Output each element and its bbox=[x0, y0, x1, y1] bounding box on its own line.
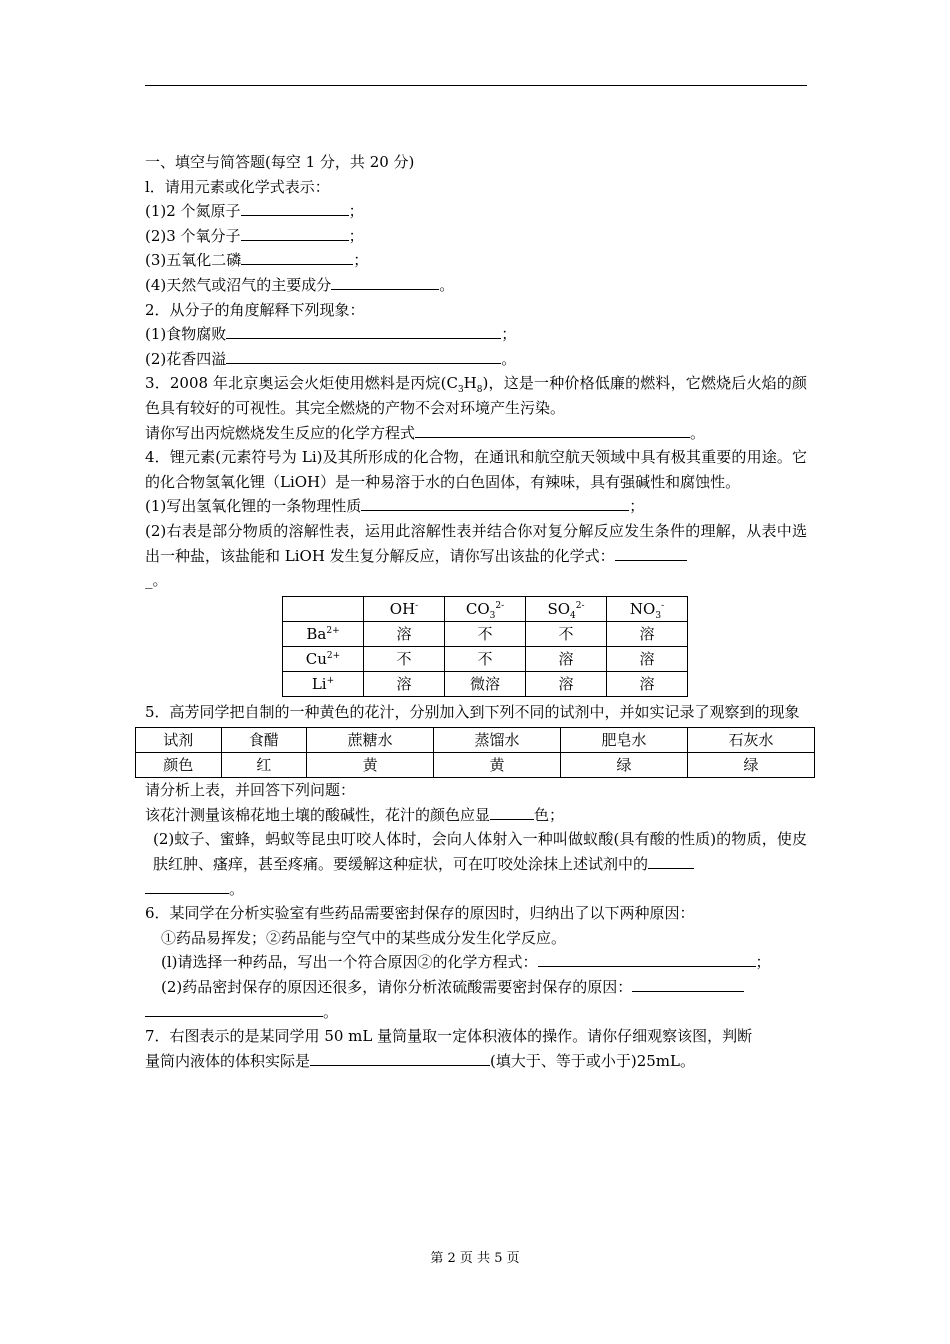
answer-blank[interactable] bbox=[538, 950, 756, 967]
table-header-cell: $CO_3^{2-}$ bbox=[445, 596, 526, 621]
q6-sub-1 bbox=[145, 950, 807, 975]
answer-blank[interactable] bbox=[632, 975, 744, 992]
q2-stem: 2．从分子的角度解释下列现象： bbox=[145, 300, 365, 319]
q5-part-2-cont bbox=[145, 877, 807, 902]
q5-part-2 bbox=[145, 827, 807, 876]
q2-item-1-end: ； bbox=[501, 325, 517, 344]
q3-ask bbox=[145, 421, 807, 446]
q6-sub-2-label: (2)药品密封保存的原因还很多，请你分析浓硫酸需要密封保存的原因： bbox=[161, 978, 633, 997]
q1-item-3 bbox=[145, 248, 807, 273]
q1-item-1 bbox=[145, 199, 807, 224]
q1-item-3-end: ； bbox=[353, 251, 369, 270]
table-header-cell: $SO_4^{2-}$ bbox=[526, 596, 607, 621]
table-cell: 黄 bbox=[307, 753, 434, 778]
q6-sub-2 bbox=[145, 975, 807, 1000]
q7-line-2-end: (填大于、等于或小于)25mL。 bbox=[490, 1051, 695, 1070]
q6-reasons: ①药品易挥发；②药品能与空气中的某些成分发生化学反应。 bbox=[161, 928, 567, 947]
q6-stem: 6．某同学在分析实验室有些药品需要密封保存的原因时，归纳出了以下两种原因： bbox=[145, 904, 695, 923]
table-row bbox=[136, 728, 815, 753]
answer-blank[interactable] bbox=[241, 199, 349, 216]
q5-part-1-end: 色； bbox=[534, 805, 565, 824]
q1-item-4-end: 。 bbox=[439, 275, 455, 294]
table-row bbox=[283, 596, 688, 621]
q2-item-2 bbox=[145, 347, 807, 372]
q4-stem: 4．锂元素(元素符号为 Li)及其所形成的化合物，在通讯和航空航天领域中具有极其重要的用途。它的化合物氢氧化锂（LiOH）是一种易溶于水的白色固体，有辣味，具有强碱性和腐蚀性。 bbox=[145, 448, 807, 491]
table-cell: 颜色 bbox=[136, 753, 222, 778]
q4-sub-2 bbox=[145, 519, 807, 568]
q7-line-2 bbox=[145, 1049, 807, 1074]
table-cell: 不 bbox=[526, 621, 607, 646]
table-cell: 溶 bbox=[607, 671, 688, 696]
q4-sub-1-end: ； bbox=[629, 497, 645, 516]
table-cell: 绿 bbox=[561, 753, 688, 778]
q6-sub-2-end: 。 bbox=[323, 1002, 339, 1021]
table-cell: 试剂 bbox=[136, 728, 222, 753]
q1-item-2-label: (2)3 个氧分子 bbox=[145, 226, 241, 245]
table-row bbox=[283, 671, 688, 696]
q6-sub-1-end: ； bbox=[755, 953, 771, 972]
q5-part-2-end: 。 bbox=[229, 879, 245, 898]
q3-ask-label: 请你写出丙烷燃烧发生反应的化学方程式 bbox=[145, 423, 416, 442]
table-cell: 不 bbox=[445, 621, 526, 646]
q3-sub-1: 3 bbox=[457, 385, 464, 396]
q2-item-1-label: (1)食物腐败 bbox=[145, 325, 227, 344]
color-table bbox=[135, 727, 815, 778]
q6-sub-1-label: (l)请选择一种药品，写出一个符合原因②的化学方程式： bbox=[161, 953, 538, 972]
answer-blank[interactable] bbox=[490, 803, 534, 820]
table-header-cell: OH- bbox=[364, 596, 445, 621]
q1-item-2 bbox=[145, 224, 807, 249]
q4-sub-2-cont: _。 bbox=[145, 571, 168, 590]
q3-text-c: )，这是一种价格低廉的燃料，它燃烧后火焰的颜色具有较好的可视性。其完全燃烧的产物不会对环境产生污染。 bbox=[145, 374, 807, 417]
q5-part-1 bbox=[145, 803, 807, 828]
answer-blank[interactable] bbox=[145, 1000, 323, 1017]
answer-blank[interactable] bbox=[310, 1049, 490, 1066]
table-cell: 不 bbox=[445, 646, 526, 671]
q1-stem: l．请用元素或化学式表示： bbox=[145, 177, 330, 196]
table-cell: 微溶 bbox=[445, 671, 526, 696]
table-cell: 溶 bbox=[607, 646, 688, 671]
table-cell: 肥皂水 bbox=[561, 728, 688, 753]
answer-blank[interactable] bbox=[241, 224, 349, 241]
q1-item-1-end: ； bbox=[348, 202, 364, 221]
q2-item-2-label: (2)花香四溢 bbox=[145, 349, 227, 368]
q7-line-1: 7．右图表示的是某同学用 50 mL 量筒量取一定体积液体的操作。请你仔细观察该图，判断 bbox=[145, 1027, 753, 1046]
section-title: 一、填空与简答题(每空 1 分，共 20 分) bbox=[145, 153, 415, 171]
table-header-cell: $NO_3^-$ bbox=[607, 596, 688, 621]
answer-blank[interactable] bbox=[615, 544, 687, 561]
q5-part-1-label: 该花汁测量该棉花地土壤的酸碱性，花汁的颜色应显 bbox=[145, 805, 491, 824]
q1-item-4-label: (4)天然气或沼气的主要成分 bbox=[145, 275, 332, 294]
table-cell: 食醋 bbox=[221, 728, 307, 753]
table-cell: 溶 bbox=[364, 621, 445, 646]
q3-ask-end: 。 bbox=[690, 423, 706, 442]
q4-sub-2-label: (2)右表是部分物质的溶解性表，运用此溶解性表并结合你对复分解反应发生条件的理解，从表中选出一种盐，该盐能和 LiOH 发生复分解反应，请你写出该盐的化学式： bbox=[145, 521, 807, 565]
answer-blank[interactable] bbox=[331, 273, 439, 290]
q1-item-1-label: (1)2 个氮原子 bbox=[145, 202, 241, 221]
answer-blank[interactable] bbox=[145, 877, 229, 894]
table-row bbox=[136, 753, 815, 778]
content bbox=[145, 150, 807, 1073]
answer-blank[interactable] bbox=[415, 421, 690, 438]
q1-item-3-label: (3)五氧化二磷 bbox=[145, 251, 242, 270]
table-cell: 黄 bbox=[434, 753, 561, 778]
answer-blank[interactable] bbox=[361, 494, 629, 511]
table-row-header: Li+ bbox=[283, 671, 364, 696]
page-footer: 第 2 页 共 5 页 bbox=[430, 1251, 520, 1266]
q5-after: 请分析上表，并回答下列问题： bbox=[145, 781, 356, 800]
answer-blank[interactable] bbox=[241, 248, 353, 265]
table-cell: 不 bbox=[364, 646, 445, 671]
table-cell: 石灰水 bbox=[687, 728, 814, 753]
q4-sub-1-label: (1)写出氢氧化锂的一条物理性质 bbox=[145, 497, 362, 516]
table-cell: 蔗糖水 bbox=[307, 728, 434, 753]
q5-part-2-label: (2)蚊子、蜜蜂，蚂蚁等昆虫叮咬人体时，会向人体射入一种叫做蚁酸(具有酸的性质)的物质，使皮肤红肿、瘙痒，甚至疼痛。要缓解这种症状，可在叮咬处涂抹上述试剂中的 bbox=[153, 830, 807, 874]
q7-line-2-label: 量筒内液体的体积实际是 bbox=[145, 1051, 311, 1070]
q5-stem: 5．高芳同学把自制的一种黄色的花汁，分别加入到下列不同的试剂中，并如实记录了观察到的现象 bbox=[145, 702, 800, 721]
answer-blank[interactable] bbox=[226, 322, 501, 339]
answer-blank[interactable] bbox=[226, 347, 501, 364]
q1-item-4 bbox=[145, 273, 807, 298]
table-cell: 蒸馏水 bbox=[434, 728, 561, 753]
q3-stem bbox=[145, 371, 807, 420]
solubility-table bbox=[282, 596, 688, 697]
q3-text-b: H bbox=[463, 374, 477, 393]
table-cell: 溶 bbox=[526, 646, 607, 671]
q4-sub-1 bbox=[145, 494, 807, 519]
table-cell: 溶 bbox=[364, 671, 445, 696]
q6-sub-2-cont bbox=[145, 1000, 807, 1025]
table-cell bbox=[283, 596, 364, 621]
table-row bbox=[283, 646, 688, 671]
table-row-header: $Cu^{2+}$ bbox=[283, 646, 364, 671]
table-cell: 红 bbox=[221, 753, 307, 778]
q3-text-a: 3．2008 年北京奥运会火炬使用燃料是丙烷(C bbox=[145, 374, 458, 393]
table-row bbox=[283, 621, 688, 646]
q2-item-2-end: 。 bbox=[501, 349, 517, 368]
q1-item-2-end: ； bbox=[348, 226, 364, 245]
q3-sub-2: 8 bbox=[476, 385, 483, 396]
answer-blank[interactable] bbox=[648, 852, 694, 869]
table-row-header: $Ba^{2+}$ bbox=[283, 621, 364, 646]
header-rule bbox=[145, 85, 807, 86]
q2-item-1 bbox=[145, 322, 807, 347]
table-cell: 溶 bbox=[526, 671, 607, 696]
table-cell: 绿 bbox=[687, 753, 814, 778]
table-cell: 溶 bbox=[607, 621, 688, 646]
